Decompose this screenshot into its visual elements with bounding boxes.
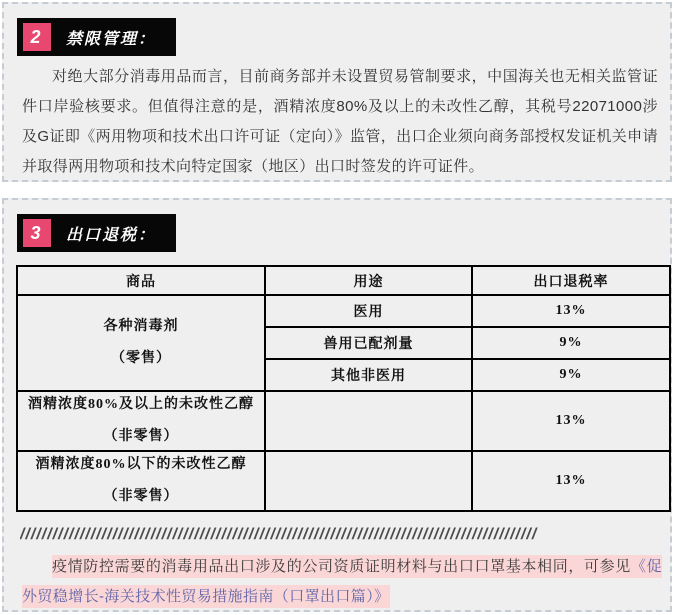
rate-cell: 9% [472, 327, 670, 359]
use-cell [265, 391, 472, 451]
section-number: 3 [23, 219, 51, 247]
section-export-tax-rebate [2, 198, 672, 612]
product-qualifier: （非零售） [103, 489, 179, 504]
col-header-use: 用途 [265, 266, 472, 295]
hatch-divider: /////////////////////////////////////////////////////////////////////////////////////////////// [20, 526, 538, 543]
rate-cell: 13% [472, 451, 670, 511]
section-2-badge [17, 18, 176, 56]
product-cell-ethanol-high [17, 391, 265, 451]
section-number: 2 [23, 23, 51, 51]
product-cell-ethanol-low [17, 451, 265, 511]
product-qualifier: （非零售） [103, 429, 179, 444]
section-title: 禁限管理： [66, 30, 157, 48]
product-name: 各种消毒剂 [103, 319, 179, 334]
tax-rebate-table [16, 265, 671, 512]
rate-cell: 13% [472, 295, 670, 327]
table-row [17, 391, 670, 451]
use-cell: 其他非医用 [265, 359, 472, 391]
table-row [17, 295, 670, 327]
rate-cell: 9% [472, 359, 670, 391]
section-restriction-management [2, 2, 672, 182]
col-header-rate: 出口退税率 [472, 266, 670, 295]
note-paragraph [22, 552, 662, 612]
product-qualifier: （零售） [111, 351, 171, 366]
product-cell-disinfectants [17, 295, 265, 391]
use-cell: 兽用已配剂量 [265, 327, 472, 359]
section-3-badge [17, 214, 176, 252]
restriction-paragraph: 对绝大部分消毒用品而言，目前商务部并未设置贸易管制要求，中国海关也无相关监管证件口岸验核要求。但值得注意的是，酒精浓度80%及以上的未改性乙醇，其税号22071000涉及G证即《两用物项和技术出口许可证（定向）》监管，出口企业须向商务部授权发证机关申请并取得两用物项和技术向特定国家（地区）出口时签发的许可证件。 [22, 68, 658, 175]
use-cell: 医用 [265, 295, 472, 327]
section-title: 出口退税： [66, 226, 157, 244]
use-cell [265, 451, 472, 511]
product-name: 酒精浓度80%以下的未改性乙醇 [35, 457, 247, 472]
table-row [17, 451, 670, 511]
product-name: 酒精浓度80%及以上的未改性乙醇 [28, 397, 254, 412]
table-header-row [17, 266, 670, 295]
note-text: 疫情防控需要的消毒用品出口涉及的公司资质证明材料与出口口罩基本相同，可参见 [52, 555, 631, 578]
guide-link[interactable]: 《促外贸稳增长-海关技术性贸易措施指南（口罩出口篇）》 [22, 555, 662, 608]
rate-cell: 13% [472, 391, 670, 451]
col-header-product: 商品 [17, 266, 265, 295]
